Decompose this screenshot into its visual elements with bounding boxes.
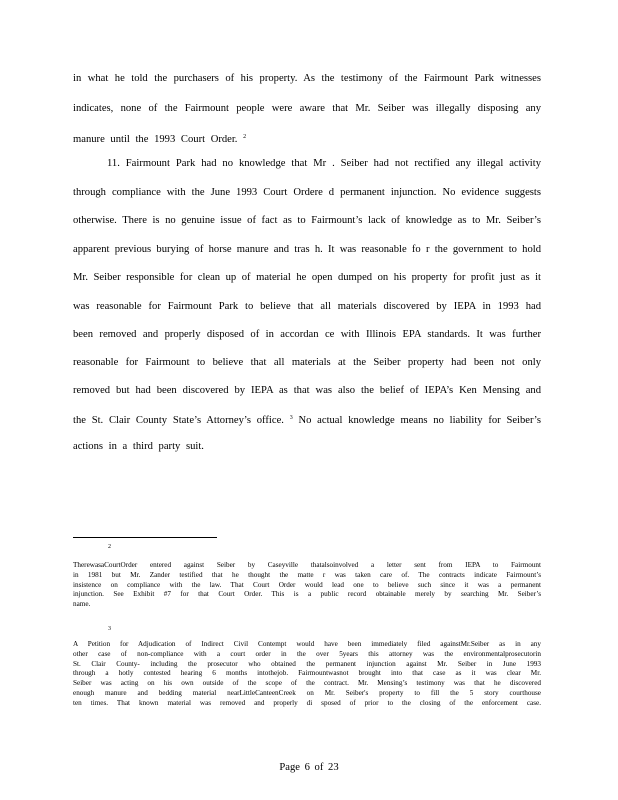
body-line-text: the St. Clair County State’s Attorney’s office. (73, 415, 284, 426)
footnote-2 (73, 561, 541, 610)
footnote-line: in 1981 but Mr. Zander testified that he thought the matte r was taken care of. The contracts indicate Fairmount’s (73, 570, 541, 579)
body-line: indicates, none of the Fairmount people were aware that Mr. Seiber was illegally disposing any (73, 103, 541, 114)
body-line: reasonable for Fairmount to believe that all materials at the Seiber property had been not only (73, 357, 541, 368)
footnote-number: 2 (108, 544, 111, 550)
body-line (73, 130, 541, 144)
footnote-line: other case of non-compliance with a court order in the over 5years this attorney was the environmentalprosecutorin (73, 649, 541, 658)
footnote-line: insistence on compliance with the law. That Court Order would lead one to believe such since it was a permanent (73, 580, 541, 589)
footnote-ref-3: 3 (289, 415, 293, 421)
body-line: Mr. Seiber responsible for clean up of material he open dumped on his property for profit just as it (73, 272, 541, 283)
body-line: apparent previous burying of horse manure and tras h. It was reasonable fo r the government to hold (73, 244, 541, 255)
body-line: removed but had been discovered by IEPA as that was also the belief of IEPA’s Ken Mensing and (73, 385, 541, 396)
footnote-line: name. (73, 600, 91, 609)
page-number-footer: Page 6 of 23 (279, 762, 339, 773)
body-line: actions in a third party suit. (73, 441, 204, 452)
footnote-line: St. Clair County- including the prosecutor who obtained the permanent injunction against Mr. Seiber in June 1993 (73, 659, 541, 668)
footnote-line: through a hotly contested hearing 6 months intothejob. Fairmountwasnot brought into that case as it was clear Mr. (73, 669, 541, 678)
body-line: in what he told the purchasers of his property. As the testimony of the Fairmount Park witnesses (73, 73, 541, 84)
footnote-number: 3 (108, 626, 111, 632)
body-line: was reasonable for Fairmount Park to believe that all materials discovered by IEPA in 1993 had (73, 301, 541, 312)
body-line: through compliance with the June 1993 Court Ordere d permanent injunction. No evidence suggests (73, 187, 541, 198)
footnote-3 (73, 640, 541, 709)
body-line-text: manure until the 1993 Court Order. (73, 134, 238, 145)
footnote-line: Seiber was acting on his own outside of the scope of the contract. Mr. Mensing’s testimony was that he discovered (73, 679, 541, 688)
footnote-line: A Petition for Adjudication of Indirect Civil Contempt would have been immediately filed againstMr.Seiber as in any (73, 640, 541, 648)
body-line (73, 411, 541, 425)
body-line: been removed and properly disposed of in accordan ce with Illinois EPA standards. It was further (73, 329, 541, 340)
footnote-line: enough manure and bedding material nearLittleCanteenCreek on Mr. Seiber's property to fill the 5 story courthouse (73, 688, 541, 697)
footnote-line: ten times. That known material was removed and properly di sposed of prior to the closing of the enforcement case. (73, 698, 541, 707)
body-line: otherwise. There is no genuine issue of fact as to Fairmount’s lack of knowledge as to Mr. Seiber’s (73, 215, 541, 226)
body-line-text: No actual knowledge means no liability for Seiber’s (298, 415, 541, 426)
footnote-ref-2: 2 (243, 134, 247, 140)
footnote-line: injunction. See Exhibit #7 for that Court Order. This is a public record obtainable merely by searching Mr. Seiber’s (73, 590, 541, 599)
footnote-separator (73, 537, 217, 538)
footnote-line: TherewasaCourtOrder entered against Seiber by Caseyville thatalsoinvolved a letter sent from IEPA to Fairmount (73, 561, 541, 569)
paragraph-11-start: 11. Fairmount Park had no knowledge that Mr . Seiber had not rectified any illegal activity (107, 158, 541, 169)
